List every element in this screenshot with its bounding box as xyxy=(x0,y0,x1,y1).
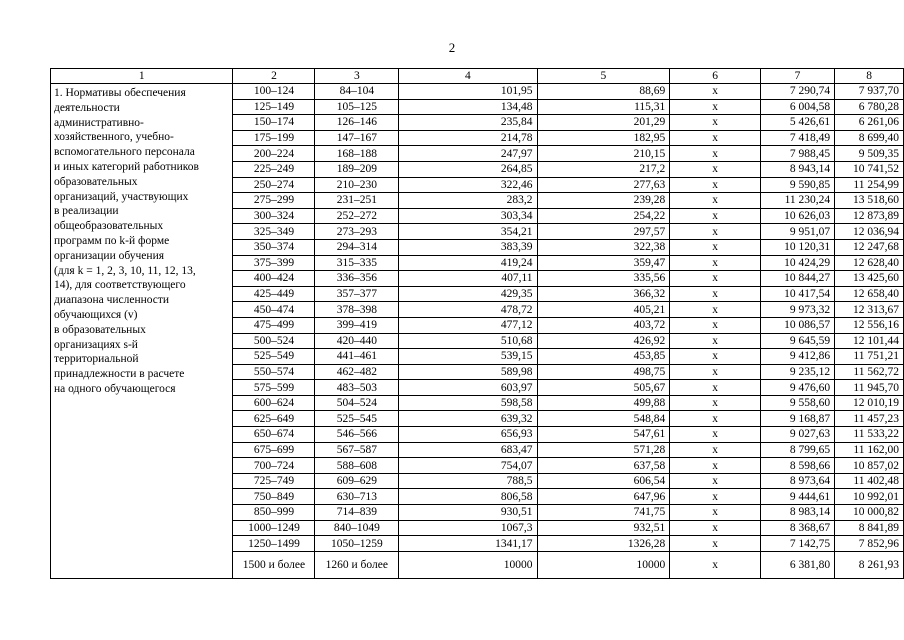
table-cell-col3: 462–482 xyxy=(315,364,399,380)
table-cell-col7: 10 844,27 xyxy=(760,271,834,287)
table-cell-col2: 450–474 xyxy=(233,302,315,318)
description-line: организации обучения xyxy=(54,249,165,262)
description-line: административно- xyxy=(54,116,144,129)
table-cell-col3: 168–188 xyxy=(315,146,399,162)
description-line: территориальной xyxy=(54,353,139,366)
table-cell-col5: 548,84 xyxy=(537,411,670,427)
table-cell-col7: 10 417,54 xyxy=(760,286,834,302)
table-cell-col5: 498,75 xyxy=(537,364,670,380)
table-cell-col5: 359,47 xyxy=(537,255,670,271)
table-cell-col5: 277,63 xyxy=(537,177,670,193)
table-cell-col6: x xyxy=(670,364,761,380)
table-cell-col4: 247,97 xyxy=(399,146,537,162)
table-cell-col4: 603,97 xyxy=(399,380,537,396)
table-cell-col5: 88,69 xyxy=(537,84,670,100)
table-cell-col5: 254,22 xyxy=(537,208,670,224)
table-cell-col2: 200–224 xyxy=(233,146,315,162)
table-cell-col6: x xyxy=(670,130,761,146)
table-cell-col7: 10 086,57 xyxy=(760,317,834,333)
table-cell-col2: 525–549 xyxy=(233,349,315,365)
table-cell-col3: 1260 и более xyxy=(315,551,399,578)
table-cell-col7: 5 426,61 xyxy=(760,115,834,131)
table-cell-col8: 11 562,72 xyxy=(835,364,904,380)
table-cell-col8: 10 000,82 xyxy=(835,505,904,521)
table-cell-col2: 150–174 xyxy=(233,115,315,131)
table-cell-col5: 217,2 xyxy=(537,161,670,177)
table-cell-col6: x xyxy=(670,473,761,489)
table-cell-col3: 336–356 xyxy=(315,271,399,287)
description-line: на одного обучающегося xyxy=(54,382,176,395)
table-cell-col8: 9 509,35 xyxy=(835,146,904,162)
table-cell-col4: 10000 xyxy=(399,551,537,578)
table-cell-col8: 11 162,00 xyxy=(835,442,904,458)
description-line: деятельности xyxy=(54,101,120,114)
table-cell-col6: x xyxy=(670,317,761,333)
table-cell-col4: 806,58 xyxy=(399,489,537,505)
table-cell-col6: x xyxy=(670,161,761,177)
table-cell-col5: 1326,28 xyxy=(537,536,670,552)
table-cell-col2: 375–399 xyxy=(233,255,315,271)
table-cell-col2: 700–724 xyxy=(233,458,315,474)
table-cell-col3: 840–1049 xyxy=(315,520,399,536)
description-line: общеобразовательных xyxy=(54,220,164,233)
table-cell-col8: 6 261,06 xyxy=(835,115,904,131)
description-line: диапазона численности xyxy=(54,294,170,307)
table-cell-col4: 598,58 xyxy=(399,395,537,411)
table-cell-col7: 7 142,75 xyxy=(760,536,834,552)
table-cell-col7: 6 381,80 xyxy=(760,551,834,578)
table-cell-col8: 13 518,60 xyxy=(835,193,904,209)
table-cell-col8: 11 751,21 xyxy=(835,349,904,365)
table-cell-col7: 7 988,45 xyxy=(760,146,834,162)
table-cell-col8: 12 556,16 xyxy=(835,317,904,333)
table-cell-col6: x xyxy=(670,271,761,287)
table-cell-col2: 600–624 xyxy=(233,395,315,411)
table-cell-col5: 453,85 xyxy=(537,349,670,365)
table-cell-col7: 9 168,87 xyxy=(760,411,834,427)
norm-description xyxy=(51,84,233,579)
table-cell-col6: x xyxy=(670,505,761,521)
column-header-4: 4 xyxy=(399,69,537,84)
table-cell-col8: 12 036,94 xyxy=(835,224,904,240)
table-cell-col4: 1067,3 xyxy=(399,520,537,536)
table-cell-col6: x xyxy=(670,84,761,100)
table-cell-col8: 8 699,40 xyxy=(835,130,904,146)
page-number: 2 xyxy=(448,40,456,55)
table-cell-col2: 1250–1499 xyxy=(233,536,315,552)
table-cell-col4: 303,34 xyxy=(399,208,537,224)
table-cell-col4: 656,93 xyxy=(399,427,537,443)
table-cell-col5: 647,96 xyxy=(537,489,670,505)
table-cell-col3: 399–419 xyxy=(315,317,399,333)
table-cell-col8: 10 992,01 xyxy=(835,489,904,505)
description-line: организациях s-й xyxy=(54,338,138,351)
table-cell-col6: x xyxy=(670,349,761,365)
table-cell-col7: 10 424,29 xyxy=(760,255,834,271)
table-cell-col5: 499,88 xyxy=(537,395,670,411)
table-row xyxy=(51,84,904,100)
table-cell-col5: 571,28 xyxy=(537,442,670,458)
table-cell-col2: 650–674 xyxy=(233,427,315,443)
table-cell-col4: 264,85 xyxy=(399,161,537,177)
column-header-8: 8 xyxy=(835,69,904,84)
table-cell-col6: x xyxy=(670,442,761,458)
table-cell-col5: 322,38 xyxy=(537,239,670,255)
table-cell-col7: 9 476,60 xyxy=(760,380,834,396)
table-cell-col8: 12 628,40 xyxy=(835,255,904,271)
table-cell-col7: 8 368,67 xyxy=(760,520,834,536)
table-cell-col3: 630–713 xyxy=(315,489,399,505)
table-cell-col4: 322,46 xyxy=(399,177,537,193)
table-cell-col2: 750–849 xyxy=(233,489,315,505)
table-cell-col7: 9 645,59 xyxy=(760,333,834,349)
table-cell-col5: 297,57 xyxy=(537,224,670,240)
description-line: в образовательных xyxy=(54,323,146,336)
description-line: хозяйственного, учебно- xyxy=(54,131,174,144)
description-line: 14), для соответствующего xyxy=(54,279,186,292)
table-cell-col3: 714–839 xyxy=(315,505,399,521)
table-cell-col7: 9 444,61 xyxy=(760,489,834,505)
table-cell-col4: 214,78 xyxy=(399,130,537,146)
table-cell-col4: 354,21 xyxy=(399,224,537,240)
table-cell-col7: 8 943,14 xyxy=(760,161,834,177)
table-cell-col5: 426,92 xyxy=(537,333,670,349)
table-cell-col5: 405,21 xyxy=(537,302,670,318)
description-line: образовательных xyxy=(54,175,138,188)
description-line: в реализации xyxy=(54,205,119,218)
table-cell-col4: 930,51 xyxy=(399,505,537,521)
column-header-2: 2 xyxy=(233,69,315,84)
table-cell-col7: 7 290,74 xyxy=(760,84,834,100)
table-cell-col2: 250–274 xyxy=(233,177,315,193)
table-cell-col3: 84–104 xyxy=(315,84,399,100)
table-cell-col3: 546–566 xyxy=(315,427,399,443)
column-header-7: 7 xyxy=(760,69,834,84)
table-cell-col2: 1000–1249 xyxy=(233,520,315,536)
table-cell-col2: 550–574 xyxy=(233,364,315,380)
table-cell-col7: 10 626,03 xyxy=(760,208,834,224)
table-cell-col3: 483–503 xyxy=(315,380,399,396)
table-cell-col6: x xyxy=(670,208,761,224)
table-cell-col3: 105–125 xyxy=(315,99,399,115)
table-cell-col3: 273–293 xyxy=(315,224,399,240)
table-cell-col6: x xyxy=(670,551,761,578)
table-cell-col6: x xyxy=(670,302,761,318)
description-line: программ по k-й форме xyxy=(54,234,170,247)
table-cell-col7: 11 230,24 xyxy=(760,193,834,209)
table-cell-col7: 9 027,63 xyxy=(760,427,834,443)
table-cell-col8: 12 010,19 xyxy=(835,395,904,411)
table-cell-col2: 225–249 xyxy=(233,161,315,177)
table-cell-col2: 500–524 xyxy=(233,333,315,349)
table-cell-col2: 300–324 xyxy=(233,208,315,224)
table-cell-col4: 539,15 xyxy=(399,349,537,365)
table-cell-col5: 932,51 xyxy=(537,520,670,536)
table-cell-col8: 12 313,67 xyxy=(835,302,904,318)
table-cell-col5: 335,56 xyxy=(537,271,670,287)
table-cell-col2: 425–449 xyxy=(233,286,315,302)
table-cell-col7: 9 951,07 xyxy=(760,224,834,240)
table-cell-col6: x xyxy=(670,193,761,209)
table-cell-col5: 547,61 xyxy=(537,427,670,443)
table-cell-col8: 6 780,28 xyxy=(835,99,904,115)
table-cell-col8: 12 101,44 xyxy=(835,333,904,349)
table-cell-col2: 400–424 xyxy=(233,271,315,287)
description-line: (для k = 1, 2, 3, 10, 11, 12, 13, xyxy=(54,264,196,277)
table-cell-col4: 477,12 xyxy=(399,317,537,333)
table-cell-col3: 210–230 xyxy=(315,177,399,193)
table-cell-col4: 1341,17 xyxy=(399,536,537,552)
table-cell-col2: 675–699 xyxy=(233,442,315,458)
column-header-5: 5 xyxy=(537,69,670,84)
table-cell-col4: 235,84 xyxy=(399,115,537,131)
table-cell-col3: 1050–1259 xyxy=(315,536,399,552)
table-cell-col2: 325–349 xyxy=(233,224,315,240)
table-cell-col7: 7 418,49 xyxy=(760,130,834,146)
table-cell-col4: 383,39 xyxy=(399,239,537,255)
table-cell-col8: 7 937,70 xyxy=(835,84,904,100)
table-cell-col4: 407,11 xyxy=(399,271,537,287)
table-cell-col5: 10000 xyxy=(537,551,670,578)
table-cell-col7: 8 983,14 xyxy=(760,505,834,521)
description-line: принадлежности в расчете xyxy=(54,368,185,381)
table-cell-col4: 101,95 xyxy=(399,84,537,100)
description-line: организаций, участвующих xyxy=(54,190,189,203)
table-cell-col8: 7 852,96 xyxy=(835,536,904,552)
table-cell-col8: 8 841,89 xyxy=(835,520,904,536)
table-cell-col5: 403,72 xyxy=(537,317,670,333)
table-cell-col4: 589,98 xyxy=(399,364,537,380)
table-cell-col3: 231–251 xyxy=(315,193,399,209)
table-cell-col2: 575–599 xyxy=(233,380,315,396)
table-cell-col2: 850–999 xyxy=(233,505,315,521)
table-cell-col6: x xyxy=(670,411,761,427)
table-cell-col5: 239,28 xyxy=(537,193,670,209)
table-cell-col8: 12 873,89 xyxy=(835,208,904,224)
table-cell-col8: 10 857,02 xyxy=(835,458,904,474)
table-cell-col4: 683,47 xyxy=(399,442,537,458)
table-cell-col8: 11 533,22 xyxy=(835,427,904,443)
table-cell-col5: 210,15 xyxy=(537,146,670,162)
table-cell-col7: 9 973,32 xyxy=(760,302,834,318)
table-cell-col5: 182,95 xyxy=(537,130,670,146)
table-cell-col5: 606,54 xyxy=(537,473,670,489)
table-cell-col8: 11 254,99 xyxy=(835,177,904,193)
table-cell-col3: 420–440 xyxy=(315,333,399,349)
table-cell-col2: 475–499 xyxy=(233,317,315,333)
table-cell-col4: 419,24 xyxy=(399,255,537,271)
table-cell-col7: 8 598,66 xyxy=(760,458,834,474)
description-line: и иных категорий работников xyxy=(54,160,199,173)
table-cell-col2: 175–199 xyxy=(233,130,315,146)
table-cell-col2: 100–124 xyxy=(233,84,315,100)
table-cell-col4: 510,68 xyxy=(399,333,537,349)
table-cell-col4: 478,72 xyxy=(399,302,537,318)
table-cell-col6: x xyxy=(670,536,761,552)
table-cell-col4: 429,35 xyxy=(399,286,537,302)
table-cell-col8: 8 261,93 xyxy=(835,551,904,578)
table-cell-col7: 6 004,58 xyxy=(760,99,834,115)
column-header-6: 6 xyxy=(670,69,761,84)
table-cell-col7: 9 235,12 xyxy=(760,364,834,380)
table-cell-col3: 189–209 xyxy=(315,161,399,177)
table-cell-col3: 567–587 xyxy=(315,442,399,458)
table-cell-col8: 11 402,48 xyxy=(835,473,904,489)
table-cell-col6: x xyxy=(670,224,761,240)
table-cell-col2: 275–299 xyxy=(233,193,315,209)
table-cell-col6: x xyxy=(670,115,761,131)
table-cell-col7: 10 120,31 xyxy=(760,239,834,255)
table-cell-col6: x xyxy=(670,239,761,255)
table-cell-col5: 741,75 xyxy=(537,505,670,521)
table-cell-col2: 725–749 xyxy=(233,473,315,489)
table-cell-col8: 12 247,68 xyxy=(835,239,904,255)
table-cell-col6: x xyxy=(670,458,761,474)
table-cell-col2: 625–649 xyxy=(233,411,315,427)
table-cell-col6: x xyxy=(670,489,761,505)
column-header-1: 1 xyxy=(51,69,233,84)
table-cell-col3: 378–398 xyxy=(315,302,399,318)
table-cell-col6: x xyxy=(670,520,761,536)
table-cell-col5: 201,29 xyxy=(537,115,670,131)
table-cell-col2: 1500 и более xyxy=(233,551,315,578)
table-cell-col8: 13 425,60 xyxy=(835,271,904,287)
table-cell-col3: 588–608 xyxy=(315,458,399,474)
norms-table xyxy=(50,68,904,579)
description-line: 1. Нормативы обеспечения xyxy=(54,87,186,99)
table-cell-col6: x xyxy=(670,177,761,193)
table-cell-col6: x xyxy=(670,427,761,443)
table-cell-col3: 147–167 xyxy=(315,130,399,146)
description-line: обучающихся (v) xyxy=(54,308,138,321)
table-cell-col8: 11 457,23 xyxy=(835,411,904,427)
table-cell-col3: 126–146 xyxy=(315,115,399,131)
table-cell-col5: 115,31 xyxy=(537,99,670,115)
table-cell-col3: 357–377 xyxy=(315,286,399,302)
table-cell-col8: 11 945,70 xyxy=(835,380,904,396)
table-cell-col6: x xyxy=(670,380,761,396)
header-row xyxy=(51,69,904,84)
table-cell-col7: 9 590,85 xyxy=(760,177,834,193)
table-cell-col3: 504–524 xyxy=(315,395,399,411)
table-cell-col3: 294–314 xyxy=(315,239,399,255)
table-cell-col6: x xyxy=(670,99,761,115)
table-cell-col5: 637,58 xyxy=(537,458,670,474)
table-cell-col4: 134,48 xyxy=(399,99,537,115)
table-cell-col6: x xyxy=(670,255,761,271)
table-cell-col6: x xyxy=(670,286,761,302)
table-cell-col2: 125–149 xyxy=(233,99,315,115)
table-cell-col6: x xyxy=(670,333,761,349)
description-line: вспомогательного персонала xyxy=(54,146,195,159)
table-cell-col7: 9 412,86 xyxy=(760,349,834,365)
table-cell-col6: x xyxy=(670,395,761,411)
table-cell-col6: x xyxy=(670,146,761,162)
table-cell-col4: 639,32 xyxy=(399,411,537,427)
table-cell-col7: 8 799,65 xyxy=(760,442,834,458)
table-cell-col7: 9 558,60 xyxy=(760,395,834,411)
table-cell-col7: 8 973,64 xyxy=(760,473,834,489)
table-cell-col8: 12 658,40 xyxy=(835,286,904,302)
table-cell-col3: 609–629 xyxy=(315,473,399,489)
table-cell-col3: 315–335 xyxy=(315,255,399,271)
table-cell-col2: 350–374 xyxy=(233,239,315,255)
column-header-3: 3 xyxy=(315,69,399,84)
table-cell-col3: 252–272 xyxy=(315,208,399,224)
table-cell-col4: 754,07 xyxy=(399,458,537,474)
table-cell-col4: 283,2 xyxy=(399,193,537,209)
table-cell-col8: 10 741,52 xyxy=(835,161,904,177)
table-cell-col5: 366,32 xyxy=(537,286,670,302)
table-cell-col3: 525–545 xyxy=(315,411,399,427)
table-cell-col5: 505,67 xyxy=(537,380,670,396)
table-cell-col4: 788,5 xyxy=(399,473,537,489)
table-cell-col3: 441–461 xyxy=(315,349,399,365)
